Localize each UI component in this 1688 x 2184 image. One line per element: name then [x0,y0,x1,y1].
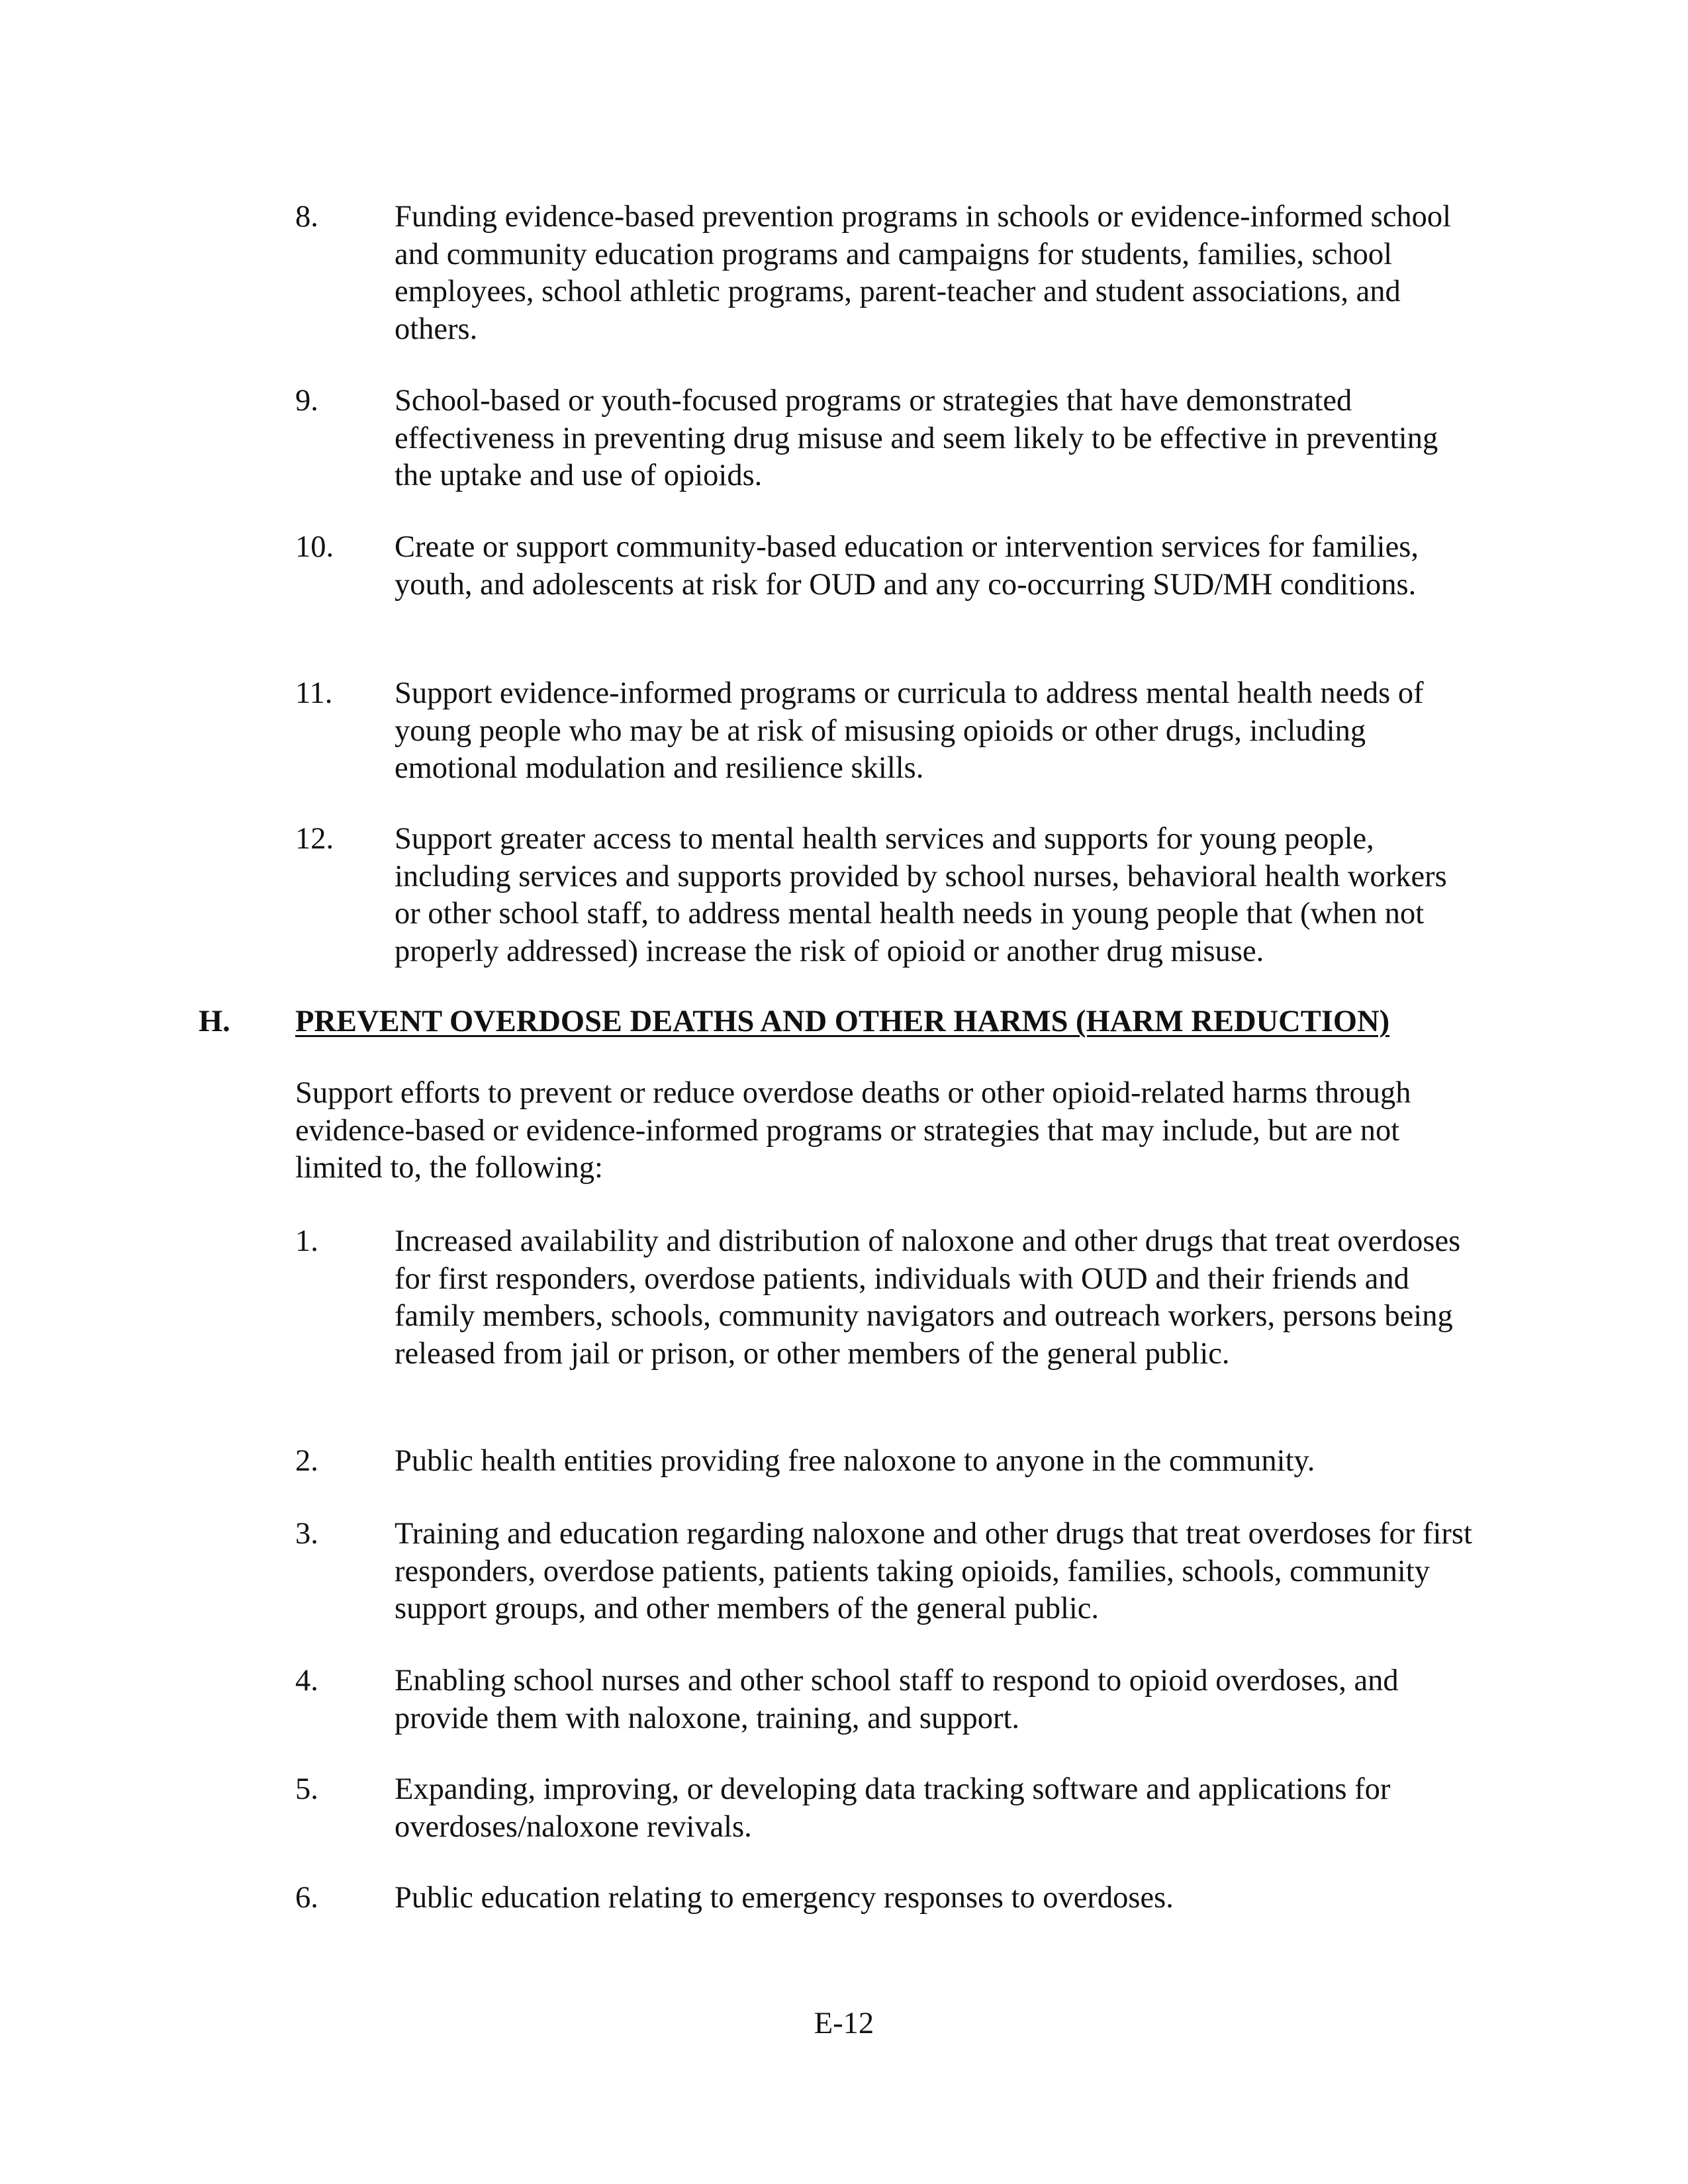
list-number: 8. [295,200,318,234]
list-text: Funding evidence-based prevention programs in schools or evidence-informed school and community education programs and campaigns for students, families, school employees, school athletic programs, parent-teacher and student associations, and others. [395,200,1452,346]
list-item-h-3 [295,1516,1480,1628]
section-intro: Support efforts to prevent or reduce overdose deaths or other opioid-related harms through evidence-based or evidence-informed programs or strategies that may include, but are not limited to, the following: [295,1076,1411,1185]
list-item-h-5 [295,1771,1480,1846]
list-number: 11. [295,676,333,710]
list-text: Enabling school nurses and other school staff to respond to opioid overdoses, and provide them with naloxone, training, and support. [395,1664,1399,1735]
page-number: E-12 [814,2007,874,2040]
list-number: 3. [295,1517,318,1551]
list-item-g-9 [295,383,1480,495]
section-title: PREVENT OVERDOSE DEATHS AND OTHER HARMS (HARM REDUCTION) [295,1005,1390,1038]
list-number: 9. [295,384,318,418]
list-number: 1. [295,1224,318,1258]
list-item-g-12 [295,821,1480,970]
list-text: Create or support community-based education or intervention services for families, youth, and adolescents at risk for OUD and any co-occurring SUD/MH conditions. [395,530,1419,602]
list-item-g-8 [295,199,1480,348]
list-text: Public education relating to emergency responses to overdoses. [395,1881,1174,1915]
list-text: Increased availability and distribution of naloxone and other drugs that treat overdoses for first responders, overdose patients, individuals with OUD and their friends and family members, schools, community navigators and outreach workers, persons being released from jail or prison, or other members of the general public. [395,1224,1461,1371]
list-number: 2. [295,1444,318,1478]
list-item-h-2 [295,1443,1480,1480]
list-text: Expanding, improving, or developing data tracking software and applications for overdoses/naloxone revivals. [395,1772,1391,1844]
list-text: Public health entities providing free naloxone to anyone in the community. [395,1444,1315,1478]
list-item-h-6 [295,1880,1480,1917]
list-number: 12. [295,822,334,856]
list-number: 4. [295,1664,318,1698]
list-number: 6. [295,1881,318,1915]
list-item-h-4 [295,1662,1480,1737]
list-text: Training and education regarding naloxone and other drugs that treat overdoses for first responders, overdose patients, patients taking opioids, families, schools, community support groups, and other members of the general public. [395,1517,1472,1625]
list-number: 5. [295,1772,318,1806]
list-item-g-11 [295,675,1480,788]
list-item-g-10 [295,529,1480,604]
list-number: 10. [295,530,334,564]
section-letter: H. [199,1005,230,1038]
list-text: Support greater access to mental health services and supports for young people, including services and supports provided by school nurses, behavioral health workers or other school staff, to address mental health needs in young people that (when not properly addressed) increase the risk of opioid or another drug misuse. [395,822,1447,968]
list-text: Support evidence-informed programs or curricula to address mental health needs of young people who may be at risk of misusing opioids or other drugs, including emotional modulation and resilience skills. [395,676,1424,785]
list-text: School-based or youth-focused programs or strategies that have demonstrated effectiveness in preventing drug misuse and seem likely to be effective in preventing the uptake and use of opioids. [395,384,1438,492]
list-item-h-1 [295,1223,1480,1373]
